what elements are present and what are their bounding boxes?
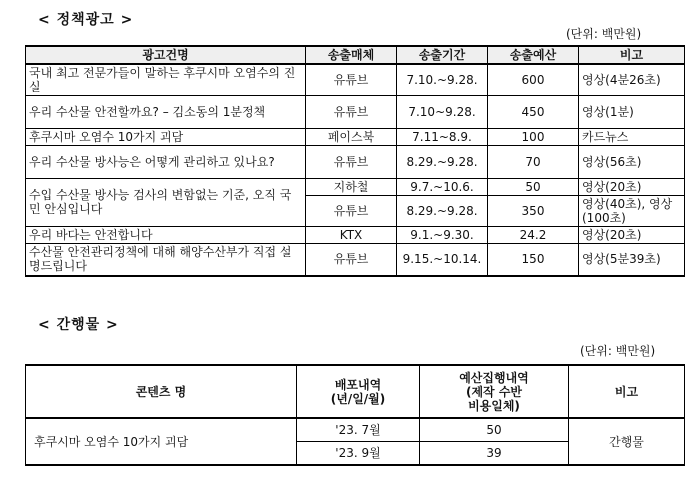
ad-table-header	[26, 46, 685, 64]
ad-name: 수입 수산물 방사능 검사의 변함없는 기준, 오직 국민 안심입니다	[26, 178, 306, 226]
ad-media: 유튜브	[306, 145, 397, 178]
table-row	[26, 178, 685, 195]
ad-period: 7.11~8.9.	[397, 128, 488, 145]
table-row	[26, 95, 685, 128]
ad-media: 유튜브	[306, 195, 397, 226]
ad-media: 유튜브	[306, 243, 397, 276]
ad-budget: 600	[488, 64, 579, 95]
pub-date: '23. 7월	[297, 418, 420, 442]
ad-note: 영상(40초), 영상(100초)	[579, 195, 685, 226]
ad-section-title: < 정책광고 >	[38, 12, 134, 28]
ad-budget: 100	[488, 128, 579, 145]
col-header-dist: 배포내역 (년/일/월)	[297, 365, 420, 418]
table-row	[26, 418, 685, 442]
table-row	[26, 128, 685, 145]
ad-note: 영상(20초)	[579, 226, 685, 243]
col-header-exec-budget: 예산집행내역 (제작 수반 비용일체)	[420, 365, 569, 418]
ad-budget: 24.2	[488, 226, 579, 243]
ad-name: 후쿠시마 오염수 10가지 괴담	[26, 128, 306, 145]
col-header-budget: 송출예산	[488, 46, 579, 64]
table-row	[26, 226, 685, 243]
ad-name: 우리 바다는 안전합니다	[26, 226, 306, 243]
ad-note: 영상(1분)	[579, 95, 685, 128]
col-header-period: 송출기간	[397, 46, 488, 64]
ad-note: 카드뉴스	[579, 128, 685, 145]
table-row	[26, 145, 685, 178]
ad-note: 영상(20초)	[579, 178, 685, 195]
ad-budget: 350	[488, 195, 579, 226]
pub-note: 간행물	[569, 418, 685, 465]
ad-period: 8.29.~9.28.	[397, 195, 488, 226]
ad-table	[25, 45, 685, 277]
pub-section-unit: (단위: 백만원)	[580, 344, 656, 358]
ad-period: 9.15.~10.14.	[397, 243, 488, 276]
ad-media: 지하철	[306, 178, 397, 195]
table-row	[26, 243, 685, 276]
ad-budget: 150	[488, 243, 579, 276]
col-header-note: 비고	[569, 365, 685, 418]
ad-period: 9.7.~10.6.	[397, 178, 488, 195]
ad-name: 수산물 안전관리정책에 대해 해양수산부가 직접 설명드립니다	[26, 243, 306, 276]
pub-budget: 39	[420, 442, 569, 466]
pub-table-header	[26, 365, 685, 418]
pub-date: '23. 9월	[297, 442, 420, 466]
col-header-name: 광고건명	[26, 46, 306, 64]
col-header-content: 콘텐츠 명	[26, 365, 297, 418]
ad-media: KTX	[306, 226, 397, 243]
ad-period: 7.10~9.28.	[397, 95, 488, 128]
ad-media: 유튜브	[306, 95, 397, 128]
ad-budget: 50	[488, 178, 579, 195]
col-header-note: 비고	[579, 46, 685, 64]
ad-media: 페이스북	[306, 128, 397, 145]
ad-name: 국내 최고 전문가들이 말하는 후쿠시마 오염수의 진실	[26, 64, 306, 95]
ad-note: 영상(56초)	[579, 145, 685, 178]
ad-media: 유튜브	[306, 64, 397, 95]
ad-budget: 450	[488, 95, 579, 128]
ad-period: 7.10.~9.28.	[397, 64, 488, 95]
pub-section-title: < 간행물 >	[38, 317, 119, 333]
ad-note: 영상(4분26초)	[579, 64, 685, 95]
ad-period: 8.29.~9.28.	[397, 145, 488, 178]
ad-note: 영상(5분39초)	[579, 243, 685, 276]
pub-name: 후쿠시마 오염수 10가지 괴담	[26, 418, 297, 465]
ad-section-unit: (단위: 백만원)	[566, 27, 642, 41]
col-header-media: 송출매체	[306, 46, 397, 64]
ad-name: 우리 수산물 안전할까요? – 김소동의 1분정책	[26, 95, 306, 128]
pub-table	[25, 364, 685, 466]
ad-name: 우리 수산물 방사능은 어떻게 관리하고 있나요?	[26, 145, 306, 178]
table-row	[26, 64, 685, 95]
ad-period: 9.1.~9.30.	[397, 226, 488, 243]
pub-budget: 50	[420, 418, 569, 442]
ad-budget: 70	[488, 145, 579, 178]
